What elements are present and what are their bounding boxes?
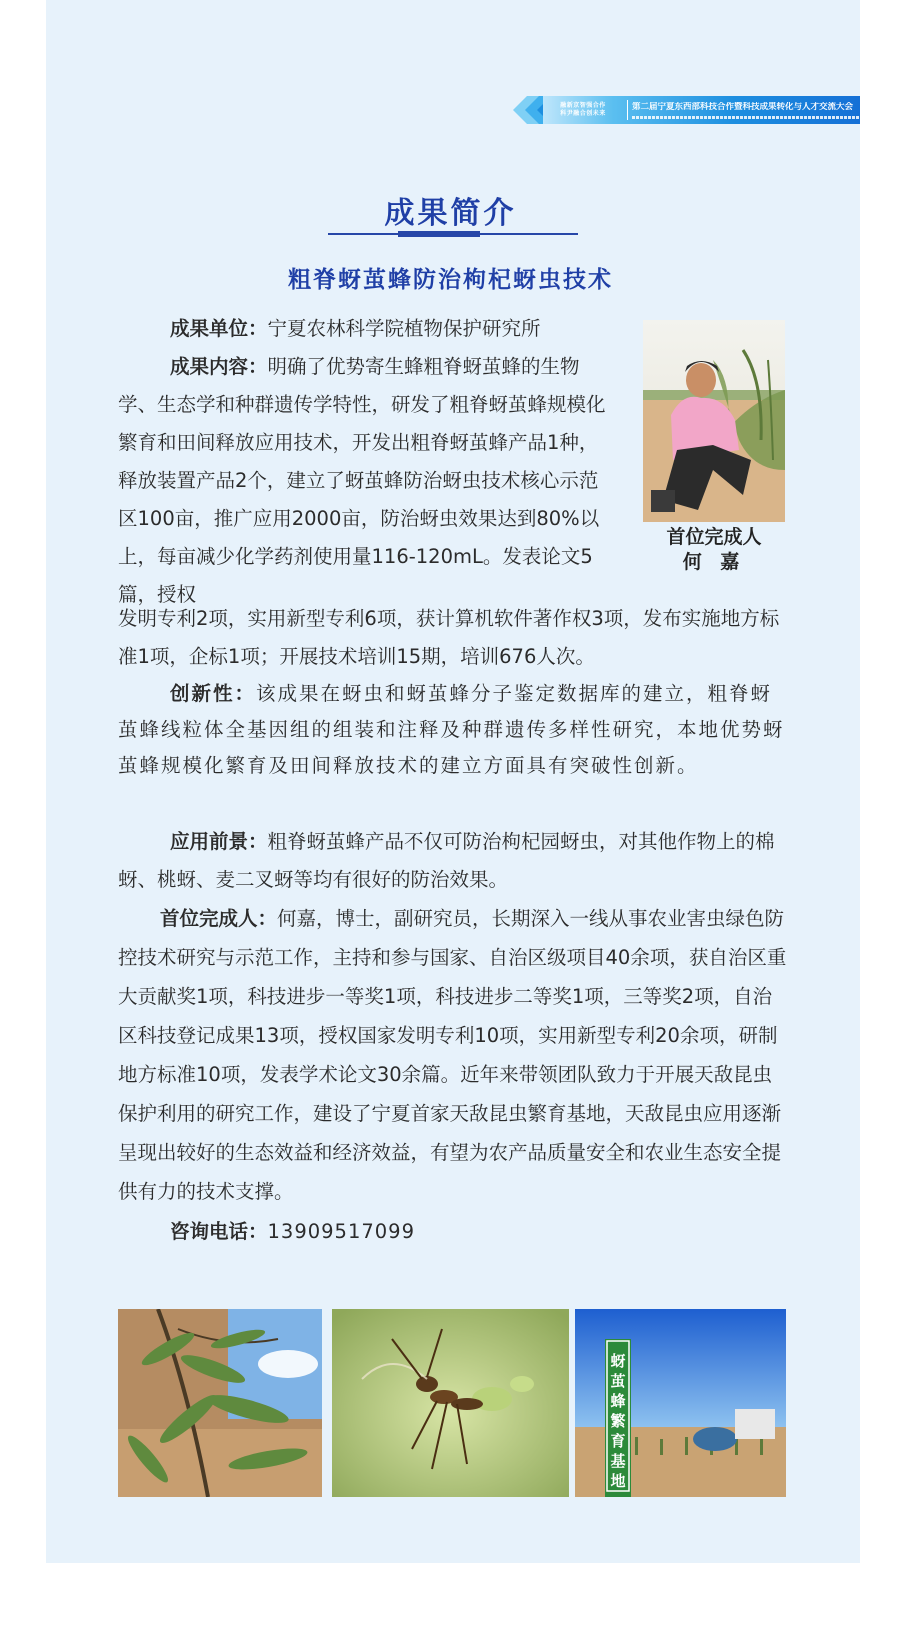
innovation-label: 创新性：: [170, 682, 257, 705]
slogan-line-2: 科尹融合创未来: [560, 110, 606, 117]
event-title: 第二届宁夏东西部科技合作暨科技成果转化与人才交流大会: [632, 101, 854, 112]
portrait-photo: [643, 320, 785, 522]
first-person-label: 首位完成人：: [160, 907, 278, 930]
section-title: 成果简介: [384, 196, 517, 231]
content-label: 成果内容：: [170, 355, 268, 378]
base-sign-text: 蚜茧蜂繁育基地: [610, 1352, 626, 1490]
event-ribbon: [505, 94, 860, 126]
content-text-part1: 明确了优势寄生蜂粗脊蚜茧蜂的生物学、生态学和种群遗传学特性，研发了粗脊蚜茧蜂规模化繁育和田间释放应用技术，开发出粗脊蚜茧蜂产品1种，释放装置产品2个，建立了蚜茧蜂防治蚜虫技术核心示范区100亩，推广应用2000亩，防治蚜虫效果达到80%以上，每亩减少化学药剂使用量116-120mL。发表论文5篇，授权: [118, 355, 606, 606]
portrait-caption: [628, 525, 800, 575]
ribbon-bar: [543, 96, 860, 124]
achievement-title: 粗脊蚜茧蜂防治枸杞蚜虫技术: [288, 267, 613, 293]
unit-label: 成果单位：: [170, 317, 268, 340]
ribbon-text: [632, 102, 860, 119]
innovation-paragraph: [118, 676, 788, 784]
contact-paragraph: [118, 1213, 788, 1251]
contact-label: 咨询电话：: [170, 1220, 268, 1243]
ribbon-slogan: [543, 102, 623, 118]
content-text-continued: 发明专利2项，实用新型专利6项，获计算机软件著作权3项，发布实施地方标准1项，企标1项；开展技术培训15期，培训676人次。: [118, 607, 780, 668]
goji-branch-photo: [118, 1309, 322, 1497]
caption-role: 首位完成人: [666, 526, 762, 548]
ribbon-separator: [627, 100, 628, 120]
application-label: 应用前景：: [170, 830, 268, 853]
aphid-wasp-macro-photo: [332, 1309, 569, 1497]
application-paragraph: [118, 823, 788, 899]
application-text: 粗脊蚜茧蜂产品不仅可防治枸杞园蚜虫，对其他作物上的棉蚜、桃蚜、麦二叉蚜等均有很好的防治效果。: [118, 830, 775, 891]
caption-name: 何 嘉: [682, 551, 746, 573]
contact-phone: 13909517099: [267, 1220, 415, 1243]
ribbon-subtitle-decoration: [632, 116, 860, 119]
innovation-text: 该成果在蚜虫和蚜茧蜂分子鉴定数据库的建立，粗脊蚜茧蜂线粒体全基因组的组装和注释及种群遗传多样性研究，本地优势蚜茧蜂规模化繁育及田间释放技术的建立方面具有突破性创新。: [118, 682, 785, 777]
first-person-text: 何嘉，博士，副研究员，长期深入一线从事农业害虫绿色防控技术研究与示范工作，主持和参与国家、自治区级项目40余项，获自治区重大贡献奖1项，科技进步一等奖1项，科技进步二等奖1项，三等奖2项，自治区科技登记成果13项，授权国家发明专利10项，实用新型专利20余项，研制地方标准10项，发表学术论文30余篇。近年来带领团队致力于开展天敌昆虫保护利用的研究工作，建设了宁夏首家天敌昆虫繁育基地，天敌昆虫应用逐渐呈现出较好的生态效益和经济效益，有望为农产品质量安全和农业生态安全提供有力的技术支撑。: [118, 907, 787, 1203]
breeding-base-photo: [575, 1309, 786, 1497]
slogan-line-1: 融新京智强合作: [560, 102, 606, 109]
intro-paragraph: [118, 310, 608, 614]
unit-value: 宁夏农林科学院植物保护研究所: [267, 317, 541, 340]
title-underline-accent: [398, 231, 480, 237]
first-person-paragraph: [118, 899, 788, 1211]
